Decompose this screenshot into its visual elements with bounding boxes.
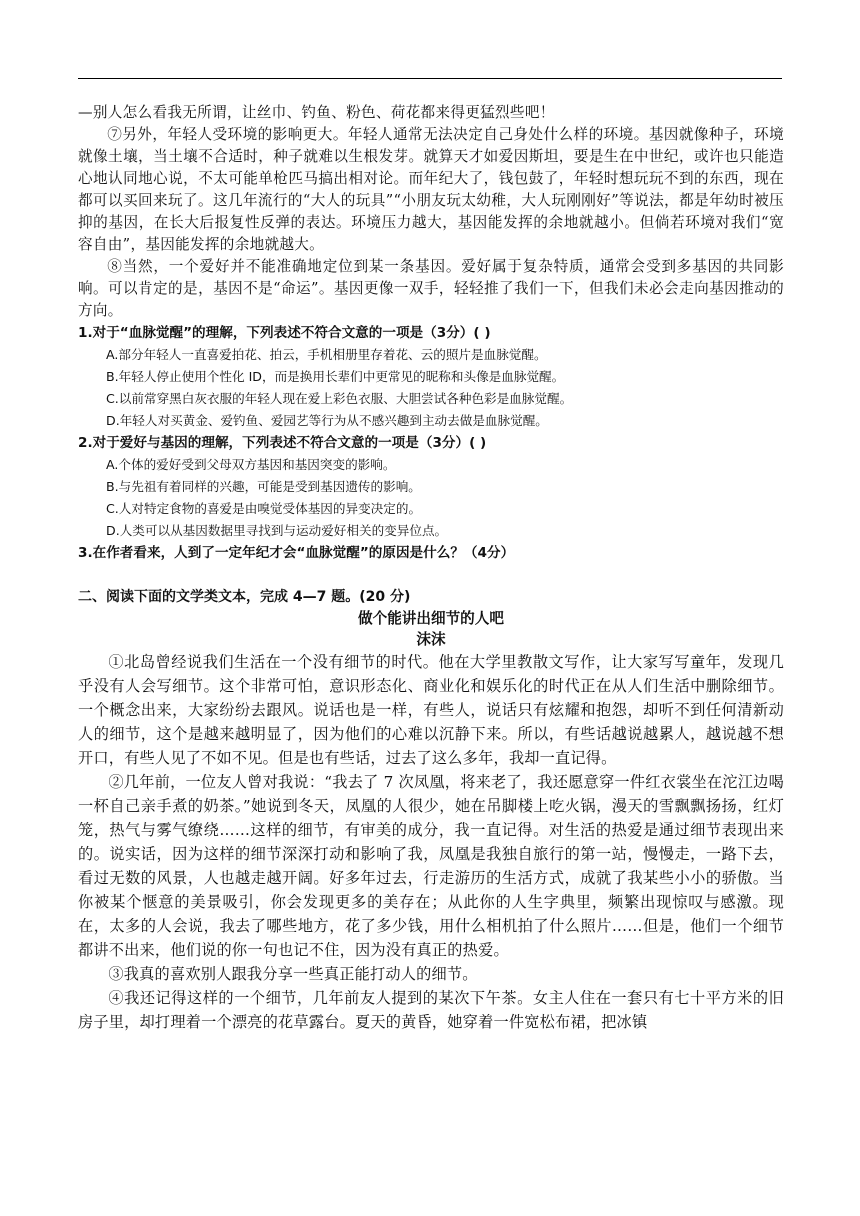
option-a: A.部分年轻人一直喜爱拍花、拍云，手机相册里存着花、云的照片是血脉觉醒。 [106, 347, 547, 362]
article-author: 沫沫 [416, 631, 446, 648]
article-paragraph-3: ③我真的喜欢别人跟我分享一些真正能打动人的细节。 [108, 965, 478, 983]
question-stem: 1.对于“血脉觉醒”的理解，下列表述不符合文意的一项是（3分）( ) [78, 325, 491, 341]
option-d: D.年轻人对买黄金、爱钓鱼、爱园艺等行为从不感兴趣到主动去做是血脉觉醒。 [106, 413, 548, 428]
passage-paragraph-8: ⑧当然，一个爱好并不能准确地定位到某一条基因。爱好属于复杂特质，通常会受到多基因的共同影响。可以肯定的是，基因不是“命运”。基因更像一双手，轻轻推了我们一下，但我们未必会走向基因推动的方向。 [78, 258, 784, 319]
page-content [78, 102, 784, 1034]
question-1 [78, 322, 784, 432]
passage-paragraph-7: ⑦另外，年轻人受环境的影响更大。年轻人通常无法决定自己身处什么样的环境。基因就像种子，环境就像土壤，当土壤不合适时，种子就难以生根发芽。就算天才如爱因斯坦，要是生在中世纪，或许也只能造心地认同地心说，不太可能单枪匹马搞出相对论。而年纪大了，钱包鼓了，年轻时想玩玩不到的东西，现在都可以买回来玩了。这几年流行的“大人的玩具”“小朋友玩太幼稚，大人玩刚刚好”等说法，都是年幼时被压抑的基因，在长大后报复性反弹的表达。环境压力越大，基因能发挥的余地就越小。但倘若环境对我们“宽容自由”，基因能发挥的余地就越大。 [78, 126, 784, 253]
question-2 [78, 432, 784, 542]
header-rule [78, 78, 782, 79]
option-b: B.与先祖有着同样的兴趣，可能是受到基因遗传的影响。 [106, 479, 421, 494]
section-heading: 二、阅读下面的文学类文本，完成 4—7 题。(20 分) [78, 589, 411, 605]
question-3 [78, 542, 784, 564]
passage-paragraph-tail: —别人怎么看我无所谓，让丝巾、钓鱼、粉色、荷花都来得更猛烈些吧！ [78, 104, 555, 121]
question-stem: 2.对于爱好与基因的理解，下列表述不符合文意的一项是（3分）( ) [78, 435, 487, 451]
option-c: C.人对特定食物的喜爱是由嗅觉受体基因的异变决定的。 [106, 501, 422, 516]
option-b: B.年轻人停止使用个性化 ID，而是换用长辈们中更常见的昵称和头像是血脉觉醒。 [106, 369, 565, 384]
article-title: 做个能讲出细节的人吧 [358, 610, 504, 627]
option-c: C.以前常穿黑白灰衣服的年轻人现在爱上彩色衣服、大胆尝试各种色彩是血脉觉醒。 [106, 391, 573, 406]
option-a: A.个体的爱好受到父母双方基因和基因突变的影响。 [106, 457, 396, 472]
option-d: D.人类可以从基因数据里寻找到与运动爱好相关的变异位点。 [106, 523, 448, 538]
article-paragraph-1: ①北岛曾经说我们生活在一个没有细节的时代。他在大学里教散文写作，让大家写写童年，发现几乎没有人会写细节。这个非常可怕，意识形态化、商业化和娱乐化的时代正在从人们生活中删除细节。一个概念出来，大家纷纷去跟风。说话也是一样，有些人，说话只有炫耀和抱怨，却听不到任何清新动人的细节，这个是越来越明显了，因为他们的心难以沉静下来。所以，有些话越说越累人，越说越不想开口，有些人见了不如不见。但是也有些话，过去了这么多年，我却一直记得。 [78, 653, 784, 767]
article-paragraph-4: ④我还记得这样的一个细节，几年前友人提到的某次下午茶。女主人住在一套只有七十平方米的旧房子里，却打理着一个漂亮的花草露台。夏天的黄昏，她穿着一件宽松布裙，把冰镇 [78, 989, 784, 1031]
question-stem: 3.在作者看来，人到了一定年纪才会“血脉觉醒”的原因是什么？（4分） [78, 545, 515, 561]
article-paragraph-2: ②几年前，一位友人曾对我说：“我去了 7 次凤凰，将来老了，我还愿意穿一件红衣裳坐在沱江边喝一杯自己亲手煮的奶茶。”她说到冬天，凤凰的人很少，她在吊脚楼上吃火锅，漫天的雪飘飘扬扬，红灯笼，热气与雾气缭绕……这样的细节，有审美的成分，我一直记得。对生活的热爱是通过细节表现出来的。说实话，因为这样的细节深深打动和影响了我，凤凰是我独自旅行的第一站，慢慢走，一路下去，看过无数的风景，人也越走越开阔。好多年过去，行走游历的生活方式，成就了我某些小小的骄傲。当你被某个惬意的美景吸引，你会发现更多的美存在；从此你的人生字典里，频繁出现惊叹与感激。现在，太多的人会说，我去了哪些地方，花了多少钱，用什么相机拍了什么照片……但是，他们一个细节都讲不出来，他们说的你一句也记不住，因为没有真正的热爱。 [78, 773, 784, 959]
